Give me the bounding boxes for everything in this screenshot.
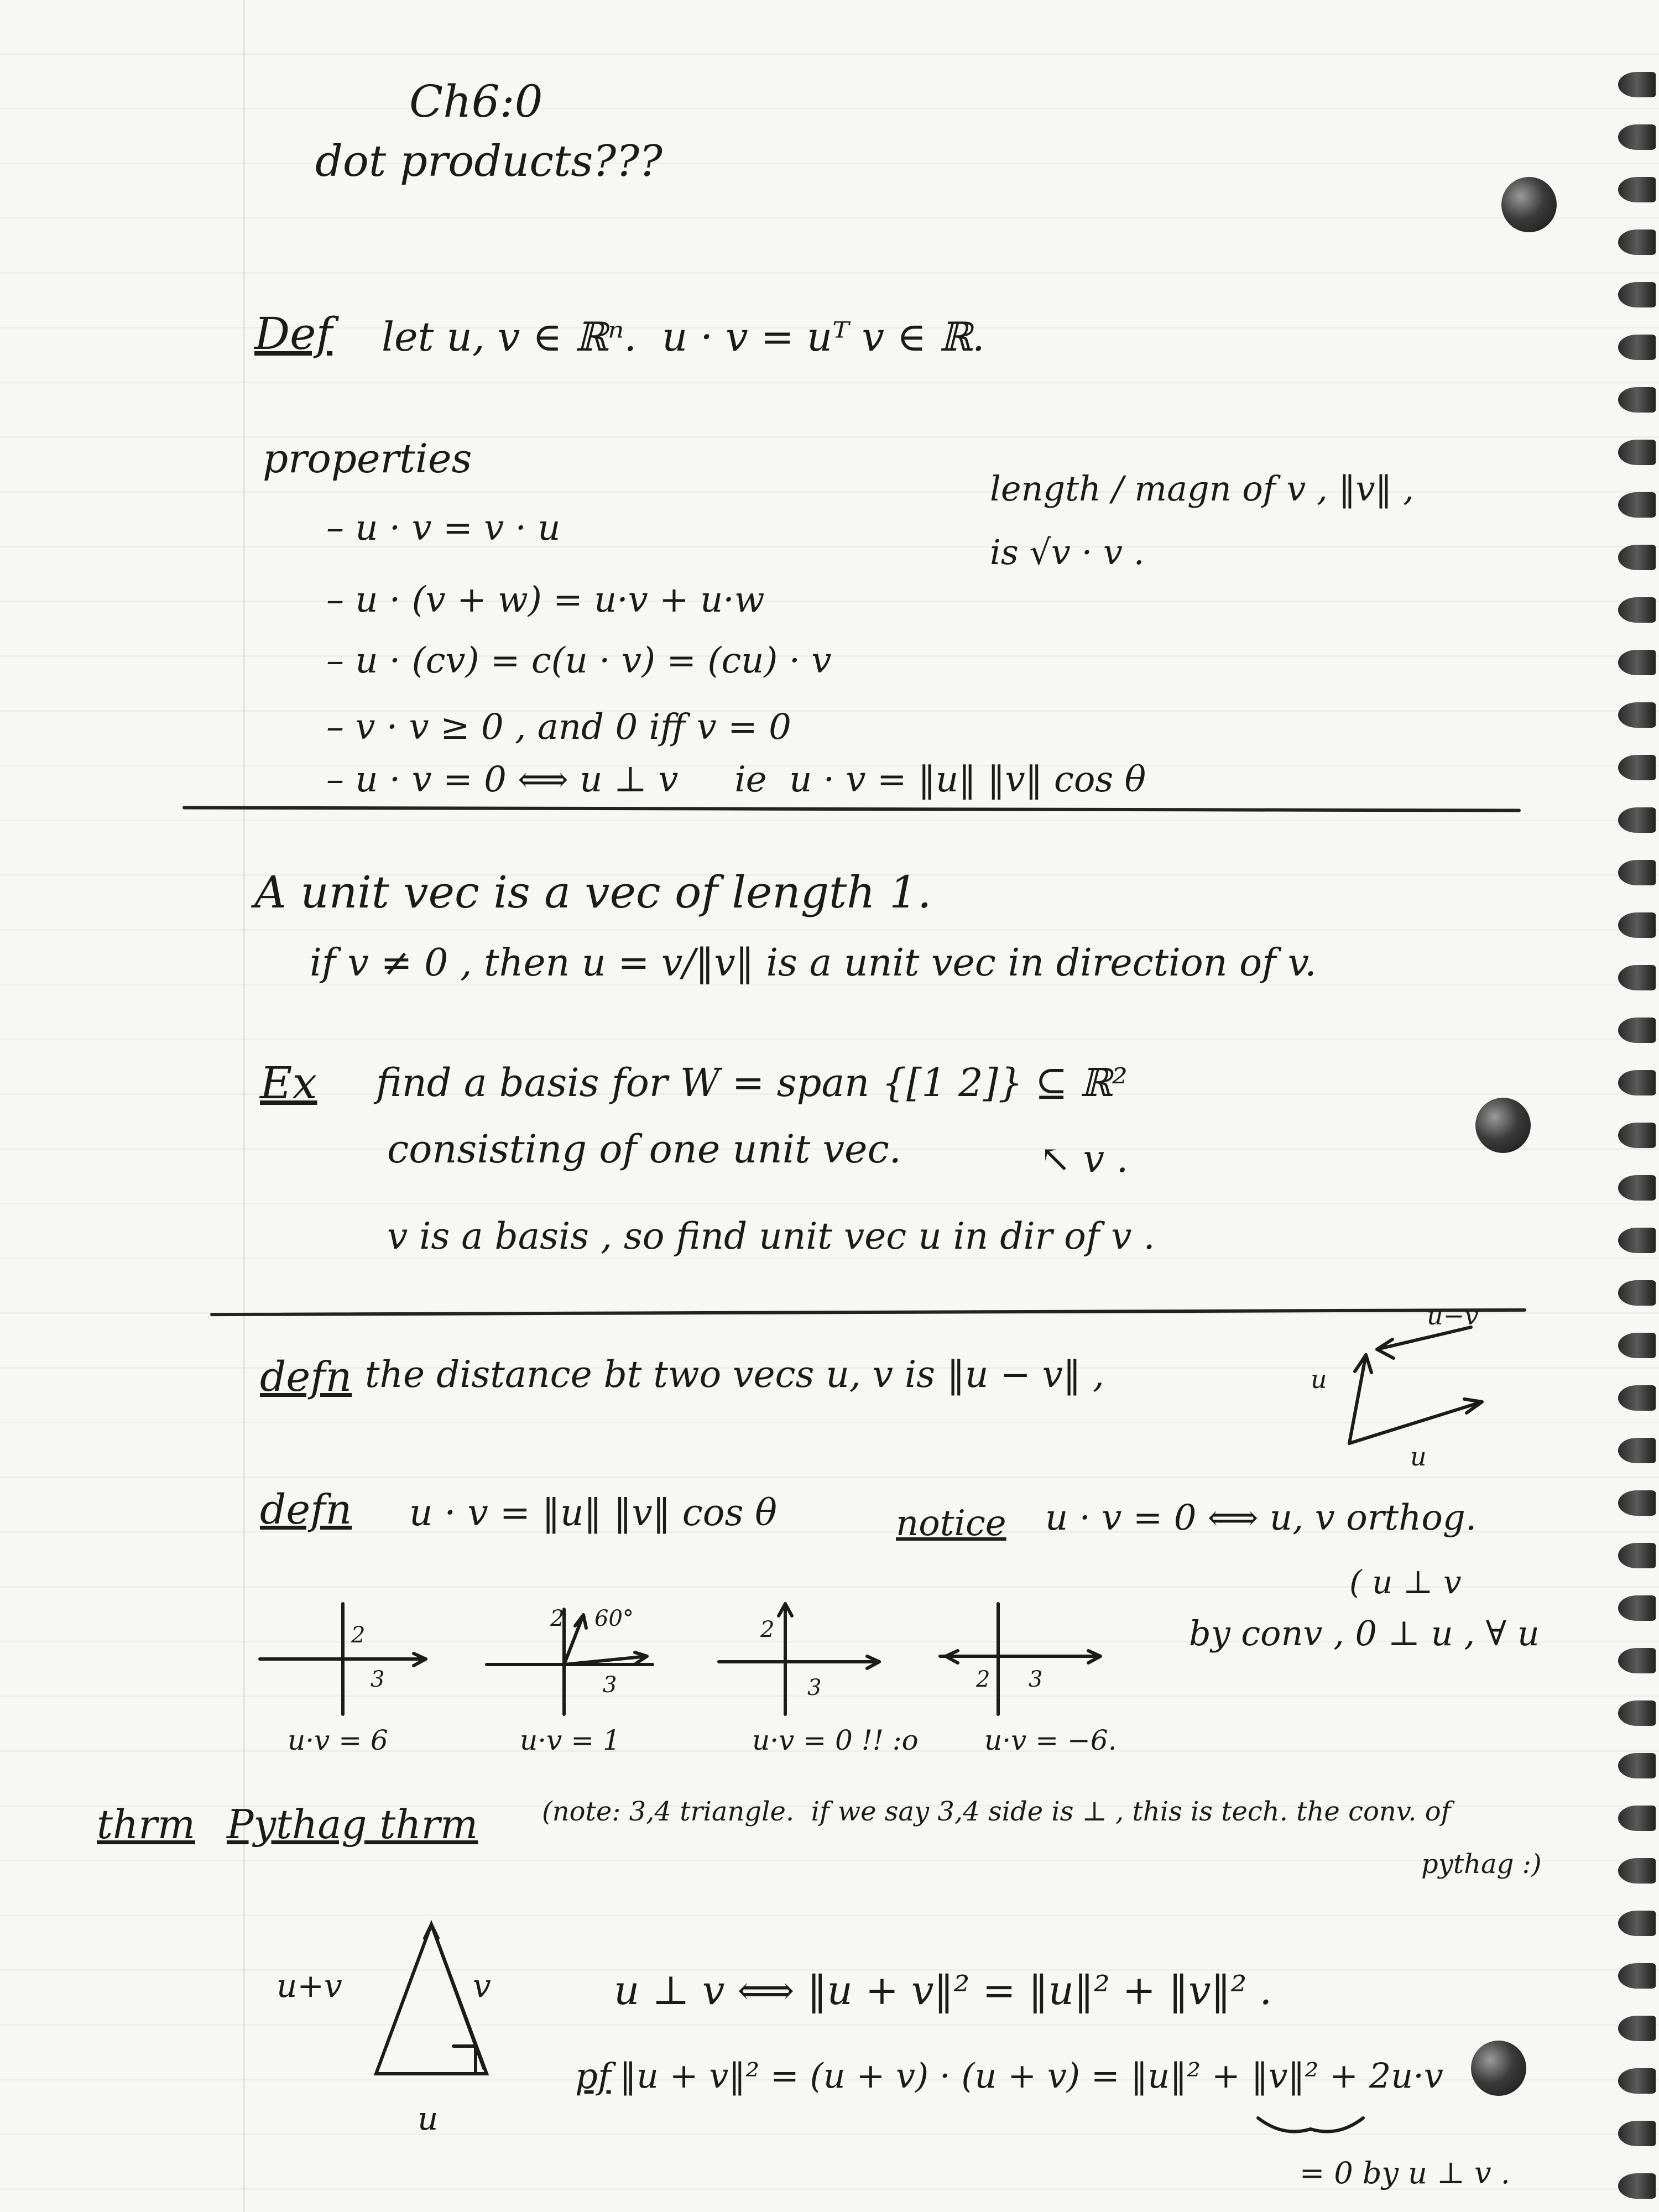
binder-hole-3 <box>1471 2041 1526 2096</box>
spiral-coil <box>1618 755 1656 780</box>
sketch-axes <box>719 1604 879 1714</box>
example-tag: Ex <box>260 1057 317 1109</box>
property-2: – u · (v + w) = u·v + u·w <box>326 580 765 620</box>
spiral-coil <box>1618 1228 1656 1253</box>
triangle-apex-arrow <box>425 1924 438 1938</box>
spiral-coil <box>1618 1753 1656 1778</box>
spiral-coil <box>1618 1963 1656 1989</box>
spiral-coil <box>1618 1175 1656 1201</box>
spiral-coil <box>1618 650 1656 675</box>
property-5: – u · v = 0 ⟺ u ⊥ v ie u · v = ‖u‖ ‖v‖ cos θ <box>326 759 1146 800</box>
spiral-coil <box>1618 1018 1656 1043</box>
spiral-coil <box>1618 1648 1656 1673</box>
property-3: – u · (cv) = c(u · v) = (cu) · v <box>326 640 832 681</box>
example-line3: v is a basis , so find unit vec u in dir of v . <box>387 1215 1155 1258</box>
diagram-label-left: u <box>1311 1364 1327 1394</box>
spiral-coil <box>1618 72 1656 97</box>
distance-text: the distance bt two vecs u, v is ‖u − v‖ , <box>365 1353 1105 1396</box>
sketch-3 <box>719 1598 896 1720</box>
proof-note: = 0 by u ⊥ v . <box>1300 2156 1510 2190</box>
sketch-label-b: 3 <box>603 1672 617 1698</box>
spiral-coil <box>1618 807 1656 833</box>
property-4: – v · v ≥ 0 , and 0 iff v = 0 <box>326 707 791 748</box>
section-divider-1 <box>182 806 1521 812</box>
notice-text: u · v = 0 ⟺ u, v orthog. <box>1045 1498 1477 1538</box>
theorem-note-line1: (note: 3,4 triangle. if we say 3,4 side is ⊥ , this is tech. the conv. of <box>542 1796 1451 1827</box>
proof-tag: pf <box>575 2056 611 2097</box>
angle-formula: u · v = ‖u‖ ‖v‖ cos θ <box>409 1491 778 1534</box>
spiral-coil <box>1618 1438 1656 1463</box>
spiral-coil <box>1618 1911 1656 1936</box>
sketch-label-b: 3 <box>807 1675 822 1700</box>
triangle-label-hyp: u+v <box>276 1967 342 2005</box>
spiral-coil <box>1618 2173 1656 2199</box>
spiral-coil <box>1618 1858 1656 1884</box>
sketch-label-a: 2 <box>760 1617 775 1642</box>
example-line1: find a basis for W = span {[1 2]} ⊆ ℝ² <box>376 1060 1128 1105</box>
example-line2: consisting of one unit vec. <box>387 1126 901 1172</box>
sketch-2 <box>487 1604 664 1720</box>
sketch-arrow-up <box>779 1604 792 1662</box>
spiral-coil <box>1618 965 1656 990</box>
spiral-coil <box>1618 335 1656 360</box>
spiral-coil <box>1618 440 1656 465</box>
spiral-coil <box>1618 1806 1656 1831</box>
spiral-coil <box>1618 2016 1656 2041</box>
spiral-coil <box>1618 1070 1656 1095</box>
spiral-coil <box>1618 1595 1656 1621</box>
property-1: – u · v = v · u <box>326 508 561 549</box>
triangle-outline <box>376 1924 487 2074</box>
spiral-coil <box>1618 177 1656 202</box>
vector-v-arrow <box>1349 1355 1371 1443</box>
properties-heading: properties <box>263 435 472 482</box>
spiral-coil <box>1618 282 1656 307</box>
chapter-title: Ch6:0 <box>409 76 543 127</box>
definition-text: let u, v ∈ ℝⁿ. u · v = uᵀ v ∈ ℝ. <box>382 314 985 360</box>
spiral-coil <box>1618 2121 1656 2146</box>
binder-hole-2 <box>1475 1098 1531 1153</box>
binder-hole-1 <box>1501 177 1557 232</box>
diagram-label-bottom: u <box>1410 1442 1427 1472</box>
triangle-label-side: v <box>473 1967 491 2005</box>
distance-tag: defn <box>260 1353 352 1401</box>
spiral-coil <box>1618 1490 1656 1516</box>
sketch-label-b: 3 <box>1029 1667 1043 1692</box>
right-angle-mark <box>453 2046 476 2074</box>
sketch-arrow-right <box>998 1651 1100 1663</box>
sketch-1-caption: u·v = 6 <box>288 1724 388 1756</box>
sketch-4-caption: u·v = −6. <box>984 1724 1117 1756</box>
theorem-name: Pythag thrm <box>227 1801 478 1848</box>
proof-text: ‖u + v‖² = (u + v) · (u + v) = ‖u‖² + ‖v‖² + 2u·v <box>619 2056 1443 2096</box>
sketch-label-a: 2 <box>976 1667 990 1692</box>
margin-line <box>243 0 245 2212</box>
sketch-arrow-right <box>564 1652 647 1665</box>
spiral-coil <box>1618 492 1656 518</box>
sketch-label-a: 2 <box>351 1623 366 1648</box>
notice-sub: ( u ⊥ v <box>1349 1563 1462 1601</box>
convention-text: by conv , 0 ⊥ u , ∀ u <box>1189 1613 1540 1653</box>
spiral-coil <box>1618 597 1656 623</box>
sketch-1 <box>260 1604 437 1720</box>
spiral-coil <box>1618 387 1656 413</box>
spiral-coil <box>1618 1543 1656 1568</box>
spiral-coil <box>1618 860 1656 885</box>
spiral-coil <box>1618 1123 1656 1148</box>
spiral-coil <box>1618 2068 1656 2094</box>
length-note-line2: is √v · v . <box>990 532 1145 572</box>
unit-vector-line1: A unit vec is a vec of length 1. <box>254 867 932 918</box>
unit-vector-line2: if v ≠ 0 , then u = v/‖v‖ is a unit vec in direction of v. <box>310 941 1317 985</box>
diagram-label-top: u−v <box>1427 1301 1479 1331</box>
topic-title: dot products??? <box>315 137 662 186</box>
spiral-coil <box>1618 124 1656 150</box>
length-note-line1: length / magn of v , ‖v‖ , <box>990 468 1414 509</box>
definition-tag: Def <box>254 308 333 359</box>
spiral-coil <box>1618 1333 1656 1358</box>
triangle-label-base: u <box>418 2100 439 2137</box>
spiral-coil <box>1618 1385 1656 1411</box>
sketch-3-caption: u·v = 0 !! :o <box>752 1724 919 1756</box>
theorem-tag: thrm <box>97 1801 195 1848</box>
spiral-coil <box>1618 1280 1656 1306</box>
spiral-coil <box>1618 702 1656 728</box>
spiral-coil <box>1618 912 1656 938</box>
vector-u-arrow <box>1349 1399 1482 1443</box>
spiral-coil <box>1618 545 1656 570</box>
sketch-label-b: 3 <box>371 1667 385 1692</box>
sketch-arrow-up <box>564 1615 586 1665</box>
sketch-angle: 60° <box>594 1606 634 1631</box>
example-arrow-note: ↖ v . <box>1040 1138 1129 1181</box>
underbrace <box>1258 2118 1363 2132</box>
vector-u-minus-v-arrow <box>1377 1327 1471 1358</box>
theorem-note-line2: pythag :) <box>1421 1849 1542 1880</box>
notice-label: notice <box>896 1503 1006 1544</box>
sketch-arrow-right <box>785 1656 879 1668</box>
distance-diagram <box>1311 1301 1515 1472</box>
sketch-arrow-right <box>343 1653 426 1666</box>
sketch-arrow-left <box>946 1651 998 1663</box>
proof-brace <box>1255 2112 1366 2146</box>
spiral-coil <box>1618 1700 1656 1726</box>
sketch-4 <box>940 1598 1117 1720</box>
sketch-axes <box>940 1604 1100 1714</box>
theorem-statement: u ⊥ v ⟺ ‖u + v‖² = ‖u‖² + ‖v‖² . <box>614 1967 1272 2013</box>
angle-tag: defn <box>260 1486 352 1533</box>
sketch-label-a: 2 <box>550 1606 565 1631</box>
spiral-coil <box>1618 229 1656 255</box>
sketch-2-caption: u·v = 1 <box>520 1724 620 1756</box>
